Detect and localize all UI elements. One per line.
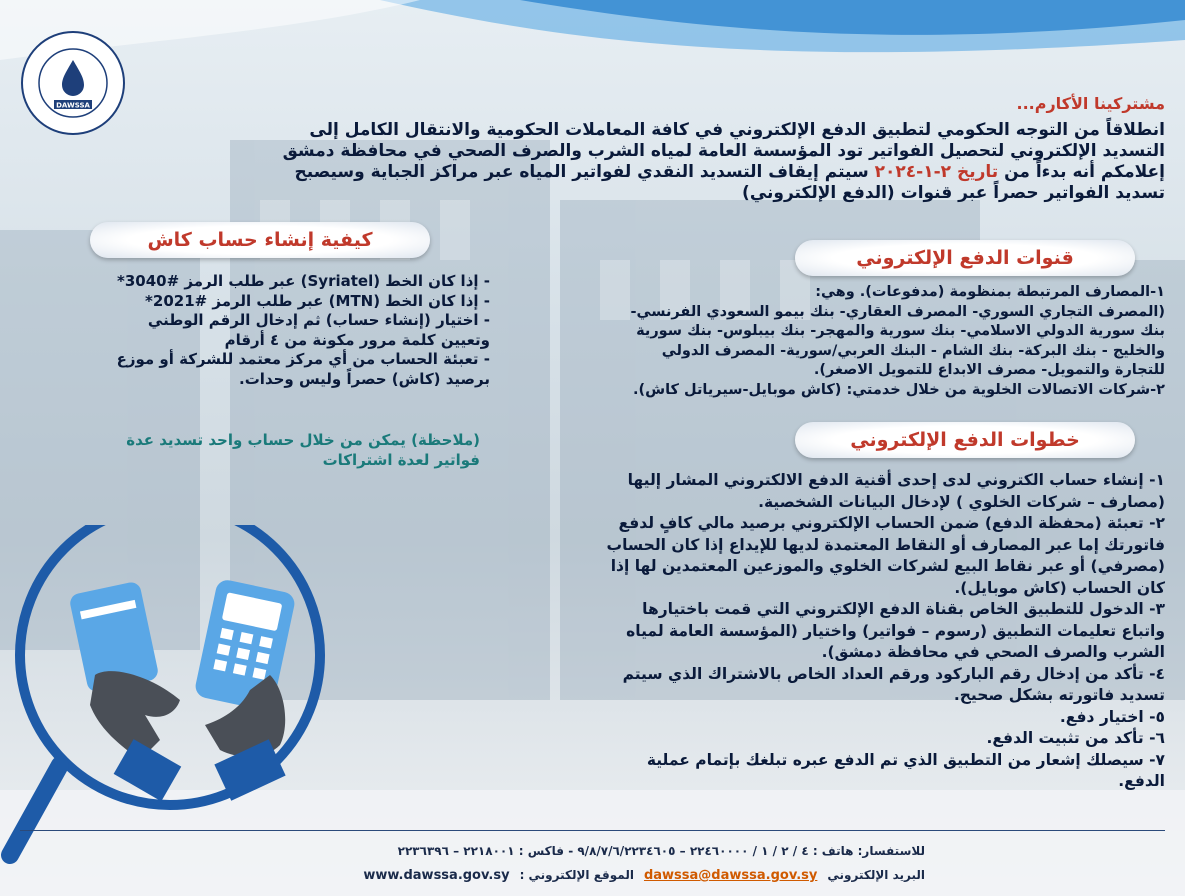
step-line: ٣- الدخول للتطبيق الخاص بقناة الدفع الإلكتروني التي قمت باختيارها — [642, 600, 1165, 618]
intro-line-2: التسديد الإلكتروني لتحصيل الفواتير تود المؤسسة العامة لمياه الشرب والصرف الصحي في محافظة دمشق — [282, 141, 1165, 161]
top-wave-decoration — [0, 0, 1185, 140]
channels-line: للتجارة والتمويل- مصرف الابداع للتمويل الاصغر). — [813, 362, 1165, 378]
step-line: ١- إنشاء حساب الكتروني لدى إحدى أقنية الدفع الالكتروني المشار إليها — [627, 471, 1165, 489]
cash-line: - تعبئة الحساب من أي مركز معتمد للشركة أو موزع — [116, 350, 490, 368]
payment-steps-header: خطوات الدفع الإلكتروني — [795, 422, 1135, 458]
intro-line-3 — [125, 162, 1165, 183]
intro-line-3-end: سيتم إيقاف التسديد النقدي لفواتير المياه عبر مراكز الجباية وسيصبح — [294, 162, 875, 182]
step-line: ٢- تعبئة (محفظة الدفع) ضمن الحساب الإلكتروني برصيد مالي كافٍ لدفع — [618, 514, 1165, 532]
step-line: (مصرفي) أو عبر نقاط البيع لشركات الخلوي والموزعين المعتمدين لها إذا — [610, 557, 1165, 575]
cash-line: وتعيين كلمة مرور مكونة من ٤ أرقام — [224, 330, 490, 349]
step-line: ٧- سيصلك إشعار من التطبيق الذي تم الدفع عبره تبلغك بإتمام عملية — [646, 750, 1165, 769]
intro-line-3-start: إعلامكم أنه بدءاً من — [998, 162, 1165, 182]
cash-line: - إذا كان الخط (MTN) عبر طلب الرمز #2021* — [145, 291, 490, 310]
channels-line: بنك سورية الدولي الاسلامي- بنك سورية والمهجر- بنك بيبلوس- بنك سورية — [636, 323, 1165, 339]
website-label: الموقع الإلكتروني : — [519, 868, 634, 882]
step-line: واتباع تعليمات التطبيق (رسوم – فواتير) واختيار (المؤسسة العامة لمياه — [626, 621, 1165, 640]
channels-line: ١-المصارف المرتبطة بمنظومة (مدفوعات). وهي: — [815, 284, 1165, 300]
email-label: البريد الإلكتروني — [827, 868, 925, 882]
footer-links — [363, 868, 925, 883]
cash-account-instructions — [20, 272, 490, 389]
channels-line: والخليج - بنك البركة- بنك الشام - البنك العربي/سورية- المصرف الدولي — [661, 342, 1165, 359]
intro-line-1: انطلاقاً من التوجه الحكومي لتطبيق الدفع الإلكتروني في كافة المعاملات الحكومية والانتقال الكامل إلى — [309, 120, 1165, 140]
greeting: مشتركينا الأكارم... — [1016, 94, 1165, 113]
contact-info: للاستفسار: هاتف : ٤ / ٢ / ١ / ٢٢٤٦٠٠٠٠ – ٩/٨/٧/٦/٢٢٣٤٦٠٥ - فاكس : ٢٢١٨٠٠١ – ٢٢٣٦٣٩٦ — [397, 844, 925, 858]
note-line-2: فواتير لعدة اشتراكات — [322, 451, 480, 469]
channels-line: (المصرف التجاري السوري- المصرف العقاري- بنك بيمو السعودي الفرنسي- — [630, 303, 1165, 320]
cash-line: برصيد (كاش) حصراً وليس وحدات. — [239, 369, 490, 388]
channels-line: ٢-شركات الاتصالات الخلوية من خلال خدمتي: (كاش موبايل-سيرياتل كاش). — [632, 381, 1165, 398]
email-link[interactable]: dawssa@dawssa.gov.sy — [643, 868, 818, 883]
intro-date: تاريخ ٢-١-٢٠٢٤ — [874, 162, 999, 182]
website-link[interactable]: www.dawssa.gov.sy — [363, 868, 510, 883]
payment-channels-list — [505, 283, 1165, 400]
step-line: الشرب والصرف الصحي في محافظة دمشق). — [821, 643, 1165, 661]
step-line: الدفع. — [1118, 772, 1165, 790]
step-line: (مصارف – شركات الخلوي ) لإدخال البيانات الشخصية. — [758, 492, 1165, 511]
note-line-1: (ملاحظة) يمكن من خلال حساب واحد تسديد عدة — [126, 431, 480, 449]
cash-line: - اختيار (إنشاء حساب) ثم إدخال الرقم الوطني — [147, 311, 490, 329]
cash-note — [20, 430, 480, 470]
step-line: كان الحساب (كاش موبايل). — [954, 578, 1165, 597]
payment-channels-header: قنوات الدفع الإلكتروني — [795, 240, 1135, 276]
step-line: ٦- تأكد من تثبيت الدفع. — [986, 729, 1165, 747]
intro-paragraph — [125, 120, 1165, 204]
step-line: ٤- تأكد من إدخال رقم الباركود ورقم العداد الخاص بالاشتراك الذي سيتم — [622, 664, 1165, 683]
cash-line: - إذا كان الخط (Syriatel) عبر طلب الرمز #3040* — [117, 272, 490, 290]
dawssa-logo — [20, 30, 126, 136]
payment-steps-list — [505, 470, 1165, 793]
footer-divider — [20, 830, 1165, 831]
mobile-phone-icon — [193, 578, 296, 712]
intro-line-4: تسديد الفواتير حصراً عبر قنوات (الدفع الإلكتروني) — [742, 183, 1165, 203]
step-line: فاتورتك إما عبر المصارف أو النقاط المعتمدة لديها للإيداع إذا كان الحساب — [606, 535, 1165, 554]
electronic-payment-illustration — [0, 525, 340, 896]
step-line: تسديد فاتورته بشكل صحيح. — [953, 686, 1165, 704]
hands-icon — [90, 671, 286, 801]
logo-text: DAWSSA — [56, 101, 90, 110]
cash-account-header: كيفية إنشاء حساب كاش — [90, 222, 430, 258]
step-line: ٥- اختيار دفع. — [1059, 707, 1165, 726]
